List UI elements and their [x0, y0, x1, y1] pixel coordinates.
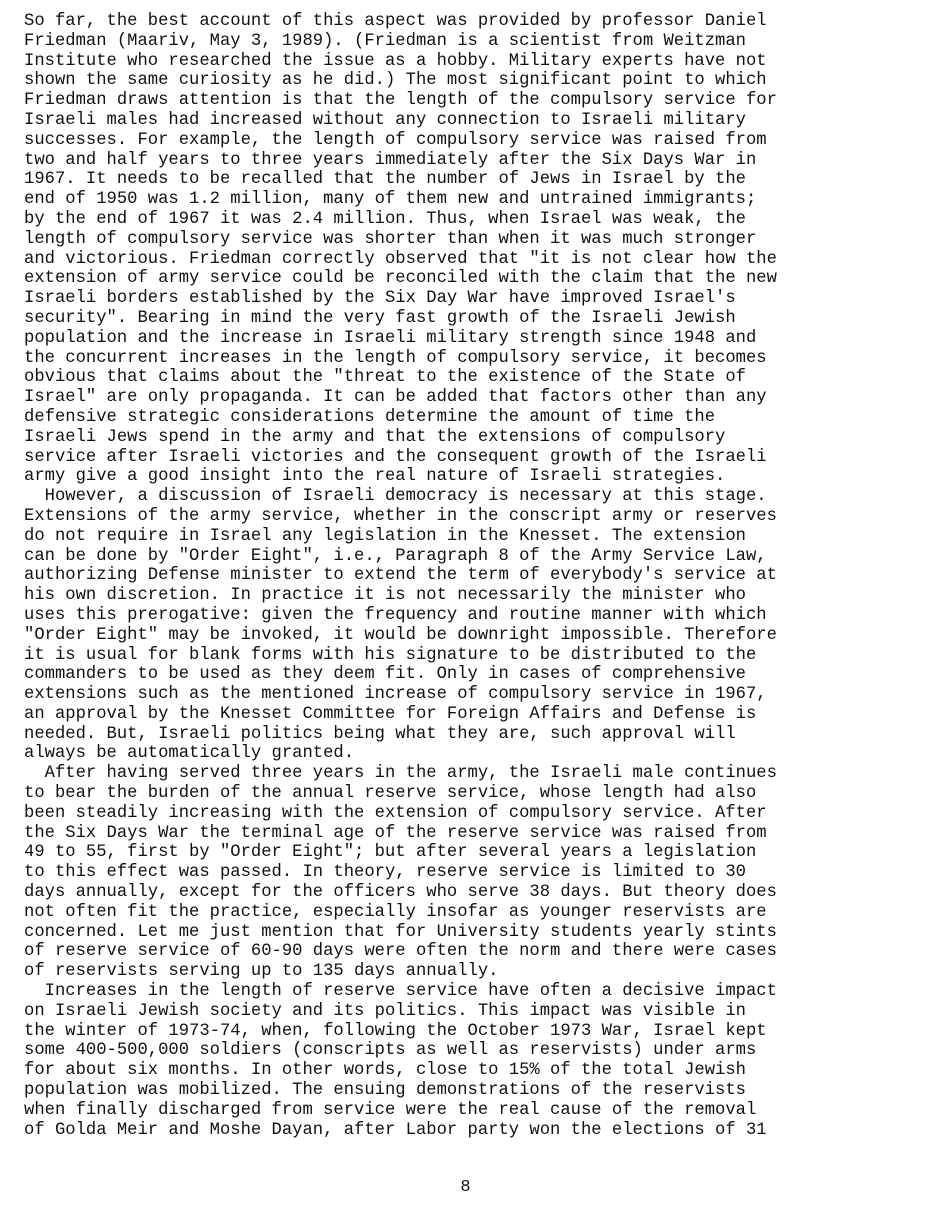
text-line: So far, the best account of this aspect was provided by professor Daniel [24, 12, 767, 31]
text-line: some 400-500,000 soldiers (conscripts as well as reservists) under arms [24, 1041, 757, 1061]
text-line: service after Israeli victories and the consequent growth of the Israeli [24, 447, 767, 467]
body-text [24, 12, 924, 1140]
text-line: an approval by the Knesset Committee for Foreign Affairs and Defense is [24, 704, 757, 724]
text-line: length of compulsory service was shorter than when it was much stronger [24, 229, 757, 249]
text-line: Institute who researched the issue as a hobby. Military experts have not [24, 51, 767, 71]
text-line: shown the same curiosity as he did.) The most significant point to which [24, 71, 767, 91]
text-line: However, a discussion of Israeli democracy is necessary at this stage. [24, 487, 767, 507]
text-line: army give a good insight into the real nature of Israeli strategies. [24, 467, 726, 487]
text-line: uses this prerogative: given the frequency and routine manner with which [24, 605, 767, 625]
text-line: days annually, except for the officers who serve 38 days. But theory does [24, 883, 777, 903]
text-line: the concurrent increases in the length of compulsory service, it becomes [24, 348, 767, 368]
text-line: by the end of 1967 it was 2.4 million. Thus, when Israel was weak, the [24, 209, 746, 229]
text-line: when finally discharged from service were the real cause of the removal [24, 1100, 757, 1120]
text-line: end of 1950 was 1.2 million, many of them new and untrained immigrants; [24, 190, 757, 210]
text-line: Increases in the length of reserve service have often a decisive impact [24, 982, 777, 1002]
text-line: population and the increase in Israeli military strength since 1948 and [24, 328, 757, 348]
text-line: extensions such as the mentioned increase of compulsory service in 1967, [24, 685, 767, 705]
text-line: always be automatically granted. [24, 744, 355, 764]
text-line: defensive strategic considerations determine the amount of time the [24, 407, 716, 427]
text-line: Israel" are only propaganda. It can be added that factors other than any [24, 388, 767, 408]
text-line: Extensions of the army service, whether in the conscript army or reserves [24, 506, 777, 526]
text-line: commanders to be used as they deem fit. Only in cases of comprehensive [24, 665, 746, 685]
text-line: two and half years to three years immediately after the Six Days War in [24, 150, 757, 170]
text-line: concerned. Let me just mention that for University students yearly stints [24, 922, 777, 942]
text-line: authorizing Defense minister to extend the term of everybody's service at [24, 566, 777, 586]
text-line: 49 to 55, first by "Order Eight"; but after several years a legislation [24, 843, 757, 863]
text-line: his own discretion. In practice it is not necessarily the minister who [24, 586, 746, 606]
text-line: population was mobilized. The ensuing demonstrations of the reservists [24, 1081, 746, 1101]
text-line: Israeli borders established by the Six Day War have improved Israel's [24, 289, 736, 309]
text-line: extension of army service could be reconciled with the claim that the new [24, 269, 777, 289]
text-line: it is usual for blank forms with his signature to be distributed to the [24, 645, 757, 665]
text-line: been steadily increasing with the extension of compulsory service. After [24, 803, 767, 823]
text-line: do not require in Israel any legislation in the Knesset. The extension [24, 526, 746, 546]
text-line: Israeli Jews spend in the army and that the extensions of compulsory [24, 427, 726, 447]
text-line: Israeli males had increased without any connection to Israeli military [24, 110, 746, 130]
text-line: can be done by "Order Eight", i.e., Paragraph 8 of the Army Service Law, [24, 546, 767, 566]
text-line: "Order Eight" may be invoked, it would be downright impossible. Therefore [24, 625, 777, 645]
text-line: not often fit the practice, especially insofar as younger reservists are [24, 902, 767, 922]
text-line: on Israeli Jewish society and its politics. This impact was visible in [24, 1001, 746, 1021]
text-line: of reservists serving up to 135 days annually. [24, 962, 499, 982]
page-number: 8 [460, 1178, 471, 1197]
text-line: and victorious. Friedman correctly observed that "it is not clear how the [24, 249, 777, 269]
text-line: security". Bearing in mind the very fast growth of the Israeli Jewish [24, 308, 736, 328]
text-line: After having served three years in the army, the Israeli male continues [24, 764, 777, 784]
text-line: to bear the burden of the annual reserve service, whose length had also [24, 784, 757, 804]
text-line: successes. For example, the length of compulsory service was raised from [24, 130, 767, 150]
text-line: for about six months. In other words, close to 15% of the total Jewish [24, 1061, 746, 1081]
text-line: obvious that claims about the "threat to the existence of the State of [24, 368, 746, 388]
text-line: of Golda Meir and Moshe Dayan, after Labor party won the elections of 31 [24, 1120, 767, 1140]
text-line: of reserve service of 60-90 days were often the norm and there were cases [24, 942, 777, 962]
text-line: to this effect was passed. In theory, reserve service is limited to 30 [24, 863, 746, 883]
text-line: the Six Days War the terminal age of the reserve service was raised from [24, 823, 767, 843]
text-line: needed. But, Israeli politics being what they are, such approval will [24, 724, 736, 744]
text-line: Friedman (Maariv, May 3, 1989). (Friedman is a scientist from Weitzman [24, 31, 746, 51]
text-line: Friedman draws attention is that the length of the compulsory service for [24, 91, 777, 111]
text-line: the winter of 1973-74, when, following the October 1973 War, Israel kept [24, 1021, 767, 1041]
text-line: 1967. It needs to be recalled that the number of Jews in Israel by the [24, 170, 746, 190]
